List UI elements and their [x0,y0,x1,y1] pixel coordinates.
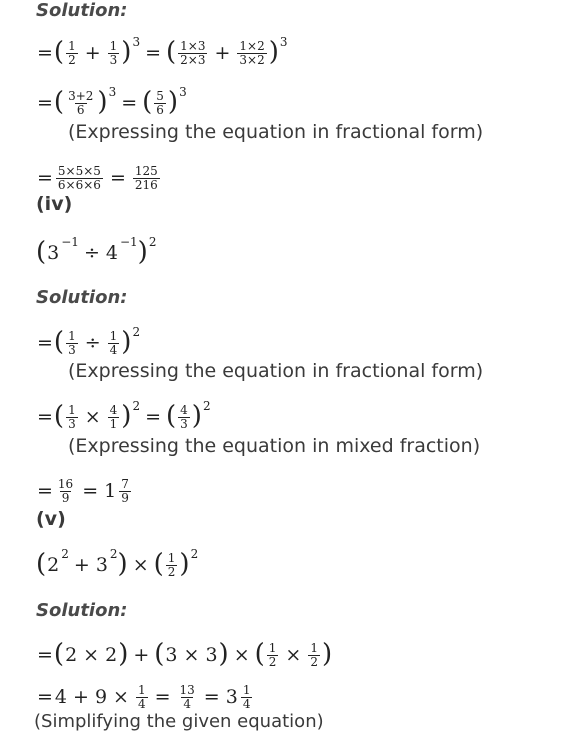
equation-line: = ( $\frac{1}{3}$ ÷ $\frac{1}{4}$ ) 2 [37,325,141,358]
solution-heading: Solution: [36,0,128,21]
part-label-v: (v) [36,508,66,530]
note-fractional-form: (Expressing the equation in fractional form) [68,121,484,143]
equation-line: = ( $\frac{3+2}{6}$ ) 3 = ( $\frac{5}{6}$ ) 3 [37,85,187,118]
equation-line: = $\frac{5\times 5\times 5}{6\times 6\times 6}$ = $\frac{125}{216}$ [37,164,158,192]
equation-line: = ( $\frac{1}{2}$ + $\frac{1}{3}$ ) 3 = ( $\frac{1\times 3}{2\times 3}$ + $\frac{1\times 2}{3\times 2}$ ) 3 [37,35,288,68]
note-simplifying: (Simplifying the given equation) [34,711,324,732]
equation-line: = 4 + 9 × $\frac{1}{4}$ = $\frac{13}{4}$ = 3 $\frac{1}{4}$ [37,683,251,711]
problem-expression: ( 3 −1 ÷ 4 −1 ) 2 [36,235,157,267]
equation-line: = ( $\frac{1}{3}$ × $\frac{4}{1}$ ) 2 = ( $\frac{4}{3}$ ) 2 [37,399,211,432]
equation-line: = $\frac{16}{9}$ = 1 $\frac{7}{9}$ [37,477,129,505]
note-fractional-form: (Expressing the equation in fractional form) [68,360,484,382]
note-mixed-fraction: (Expressing the equation in mixed fraction) [68,435,481,457]
equation-line: = ( 2 × 2 ) + ( 3 × 3 ) × ( $\frac{1}{2}$ × $\frac{1}{2}$ ) [37,639,333,670]
solution-heading: Solution: [36,287,128,308]
problem-expression: ( 2 2 + 3 2 ) × ( $\frac{1}{2}$ ) 2 [36,547,199,580]
solution-heading: Solution: [36,600,128,621]
part-label-iv: (iv) [36,193,73,215]
